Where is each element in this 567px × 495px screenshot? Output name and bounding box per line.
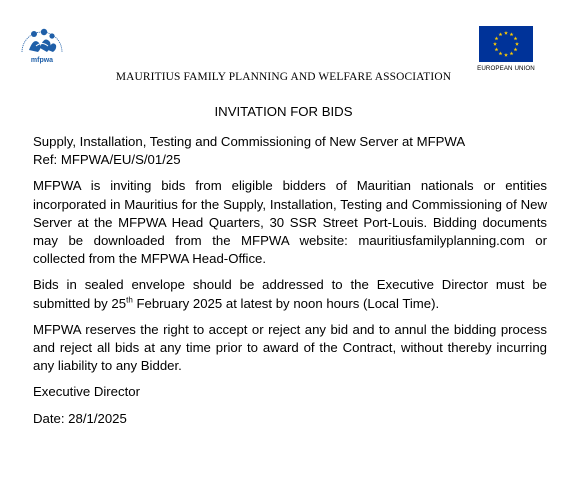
document-date: Date: 28/1/2025	[33, 410, 127, 426]
page-title: INVITATION FOR BIDS	[214, 104, 353, 119]
document-body	[33, 133, 547, 436]
reservation-paragraph: MFPWA reserves the right to accept or reject any bid and to annul the bidding process and reject all bids at any time prior to award of the Contract, without thereby incurring any liability to any Bidder.	[33, 321, 547, 374]
eu-logo	[476, 26, 536, 72]
date-ordinal: th	[126, 295, 133, 305]
subject-paragraph	[33, 133, 547, 169]
submission-paragraph	[33, 276, 547, 312]
mfpwa-logo	[14, 22, 70, 68]
signatory: Executive Director	[33, 384, 141, 400]
submission-text: Bids in sealed envelope should be addressed to the Executive Director must be submitted by 25	[33, 277, 547, 311]
mfpwa-logo-icon	[14, 22, 70, 68]
association-name: MAURITIUS FAMILY PLANNING AND WELFARE ASSOCIATION	[115, 71, 452, 83]
subject-line: Supply, Installation, Testing and Commissioning of New Server at MFPWA	[33, 134, 466, 149]
eu-label: EUROPEAN UNION	[477, 65, 535, 72]
eu-flag-icon	[479, 26, 533, 62]
submission-text-end: February 2025 at latest by noon hours (Local Time).	[132, 295, 440, 311]
logo-text: mfpwa	[30, 57, 54, 64]
reference-number: Ref: MFPWA/EU/S/01/25	[33, 152, 181, 168]
invitation-paragraph: MFPWA is inviting bids from eligible bidders of Mauritian nationals or entities incorporated in Mauritius for the Supply, Installation, Testing and Commissioning of New Server at the MFPWA Head Quarters, 30 SSR Street Port-Louis. Bidding documents may be downloaded from the MFPWA website: mauritiusfamilyplanning.com or collected from the MFPWA Head-Office.	[33, 178, 547, 267]
